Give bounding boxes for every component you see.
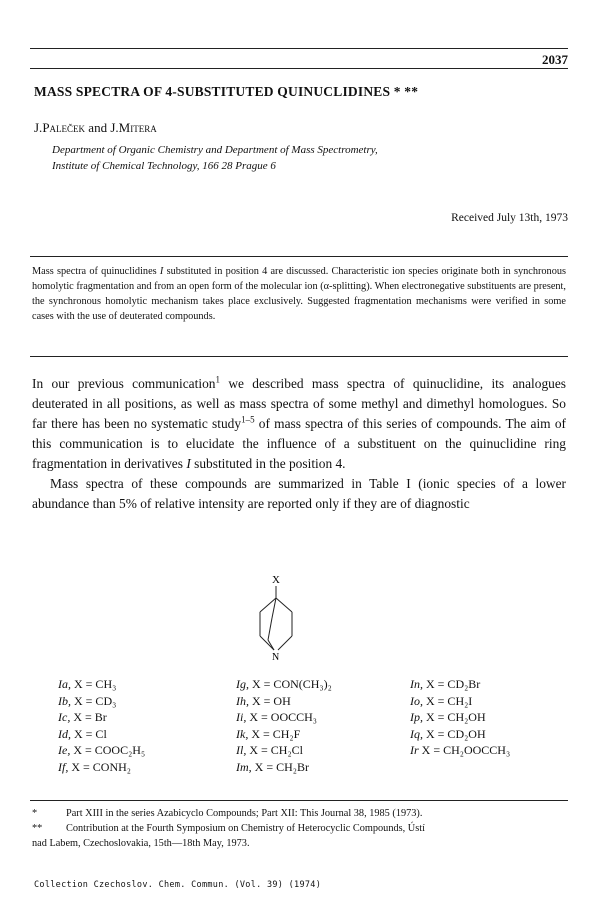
structure-x-label: X [272, 574, 280, 586]
quinuclidine-structure [226, 572, 326, 668]
citation-ref-1: 1 [215, 374, 220, 385]
abstract-compound-ref: I [159, 266, 164, 277]
compound-id: Io, [410, 693, 423, 708]
compound-formula: X = COOC₂H₅ [73, 743, 146, 757]
author-2-surname: Mitera [118, 120, 157, 135]
paragraph-1 [32, 374, 566, 474]
structure-n-label: N [272, 652, 280, 663]
compound-formula: X = Br [73, 710, 107, 724]
p1-text-a: In our previous communication [32, 376, 216, 391]
abstract-rest: substituted in position 4 are discussed. Characteristic ion species originate both in synchronous homolytic fragmentation and from an open form of the molecular ion (α-splitting). When electronegative substituents are present, the synchronous homolytic mechanism takes place exclusively. Suggested fragmentation mechanisms were verified in some cases with the use of deuterated compounds. [32, 266, 566, 322]
footnotes [32, 806, 566, 851]
compound-id: If, [58, 759, 69, 774]
compound-id: Ia, [58, 677, 71, 691]
compound-id: Ik, [236, 726, 249, 741]
compound-formula: X = CH₂Cl [249, 743, 303, 757]
compound-id: Ih, [236, 693, 249, 708]
compound-item [236, 693, 332, 710]
compound-item [58, 676, 145, 693]
footnote-1-text: Part XIII in the series Azabicyclo Compounds; Part XII: This Journal 38, 1985 (1973). [66, 808, 423, 819]
compound-id: In, [410, 677, 423, 691]
footnote-1 [32, 806, 566, 821]
p1-text-d: substituted in the position 4. [190, 456, 346, 471]
compound-formula: X = CON(CH₃)₂ [252, 677, 332, 691]
compound-id: Ib, [58, 693, 71, 708]
abstract-top-rule [30, 256, 568, 257]
footnote-2-mark: ** [32, 823, 43, 834]
compound-list-col-1 [58, 676, 145, 775]
abstract [32, 264, 566, 324]
compound-formula: X = CD₂OH [426, 726, 486, 741]
compound-id: Ip, [410, 710, 423, 724]
compound-id: Ir [410, 743, 419, 757]
footnote-2-text: Contribution at the Fourth Symposium on Chemistry of Heterocyclic Compounds, Ústí [66, 823, 425, 834]
footnote-2-continuation: nad Labem, Czechoslovakia, 15th—18th May, 1973. [32, 838, 250, 849]
compound-item [236, 759, 332, 776]
compound-item [410, 676, 510, 693]
compound-formula: X = CD₃ [74, 693, 117, 708]
authors [34, 120, 157, 136]
article-title: MASS SPECTRA OF 4-SUBSTITUTED QUINUCLIDINES * ** [34, 84, 419, 99]
quinuclidine-bonds [260, 586, 292, 650]
footnote-rule [30, 800, 568, 801]
author-2-initial: J. [110, 120, 119, 135]
compound-item [58, 709, 145, 726]
compound-item [58, 742, 145, 759]
paragraph-2: Mass spectra of these compounds are summarized in Table I (ionic species of a lower abundance than 5% of relative intensity are reported only if they are of diagnostic [32, 476, 566, 511]
compound-item [410, 693, 510, 710]
compound-formula: X = CH₂F [251, 726, 301, 741]
authors-and: and [88, 120, 108, 135]
compound-item [236, 726, 332, 743]
compound-item [58, 726, 145, 743]
compound-formula: X = CH₂Br [254, 759, 309, 774]
compound-id: Ie, [58, 743, 71, 757]
compound-formula: X = CONH₂ [71, 759, 131, 774]
citation-ref-2: 1–5 [241, 414, 255, 425]
compound-id: Il, [236, 743, 247, 757]
compound-formula: X = OH [252, 693, 291, 708]
top-rule [30, 48, 568, 49]
compound-id: Im, [236, 759, 252, 774]
author-1-initial: J. [34, 120, 43, 135]
header-rule [30, 68, 568, 69]
compound-list-col-3 [410, 676, 510, 759]
footnote-2 [32, 821, 566, 851]
compound-list-col-2 [236, 676, 332, 775]
compound-id: Id, [58, 726, 71, 741]
compound-item [410, 709, 510, 726]
p1-compound-ref: I [186, 456, 191, 471]
affiliation-line-2: Institute of Chemical Technology, 166 28 Prague 6 [52, 160, 276, 172]
compound-item [58, 759, 145, 776]
received-date: Received July 13th, 1973 [451, 212, 568, 224]
compound-id: Ig, [236, 677, 249, 691]
compound-id: Ii, [236, 710, 247, 724]
abstract-bottom-rule [30, 356, 568, 357]
affiliation-line-1: Department of Organic Chemistry and Department of Mass Spectrometry, [52, 144, 378, 156]
compound-item [236, 742, 332, 759]
journal-citation-line: Collection Czechoslov. Chem. Commun. (Vol. 39) (1974) [34, 880, 322, 890]
compound-formula: X = CH₂I [426, 693, 473, 708]
p1-text-c: of mass spectra of this series of compounds. The aim of this communication is to elucidate the influence of a substituent on the quinuclidine ring fragmentation in derivatives [32, 416, 566, 471]
compound-formula: X = CD₂Br [426, 677, 481, 691]
footnote-1-mark: * [32, 808, 38, 819]
author-1-surname: Paleček [42, 120, 86, 135]
compound-formula: X = CH₃ [74, 677, 117, 691]
compound-formula: X = OOCCH₃ [249, 710, 317, 724]
compound-formula: X = Cl [74, 726, 107, 741]
compound-item [236, 676, 332, 693]
compound-item [236, 709, 332, 726]
compound-item [58, 693, 145, 710]
compound-item [410, 742, 510, 759]
body-text [32, 374, 566, 514]
compound-formula: X = CH₂OOCCH₃ [421, 743, 511, 757]
compound-formula: X = CH₂OH [426, 710, 486, 724]
compound-id: Ic, [58, 710, 71, 724]
abstract-lead: Mass spectra of quinuclidines [32, 266, 160, 277]
compound-id: Iq, [410, 726, 423, 741]
page-number: 2037 [542, 52, 568, 67]
p1-text-b: we described mass spectra of quinuclidine, its analogues deuterated in all positions, as well as mass spectra of some methyl and dimethyl homologues. So far there has been no systematic study [32, 376, 566, 431]
affiliation [52, 142, 378, 174]
compound-item [410, 726, 510, 743]
